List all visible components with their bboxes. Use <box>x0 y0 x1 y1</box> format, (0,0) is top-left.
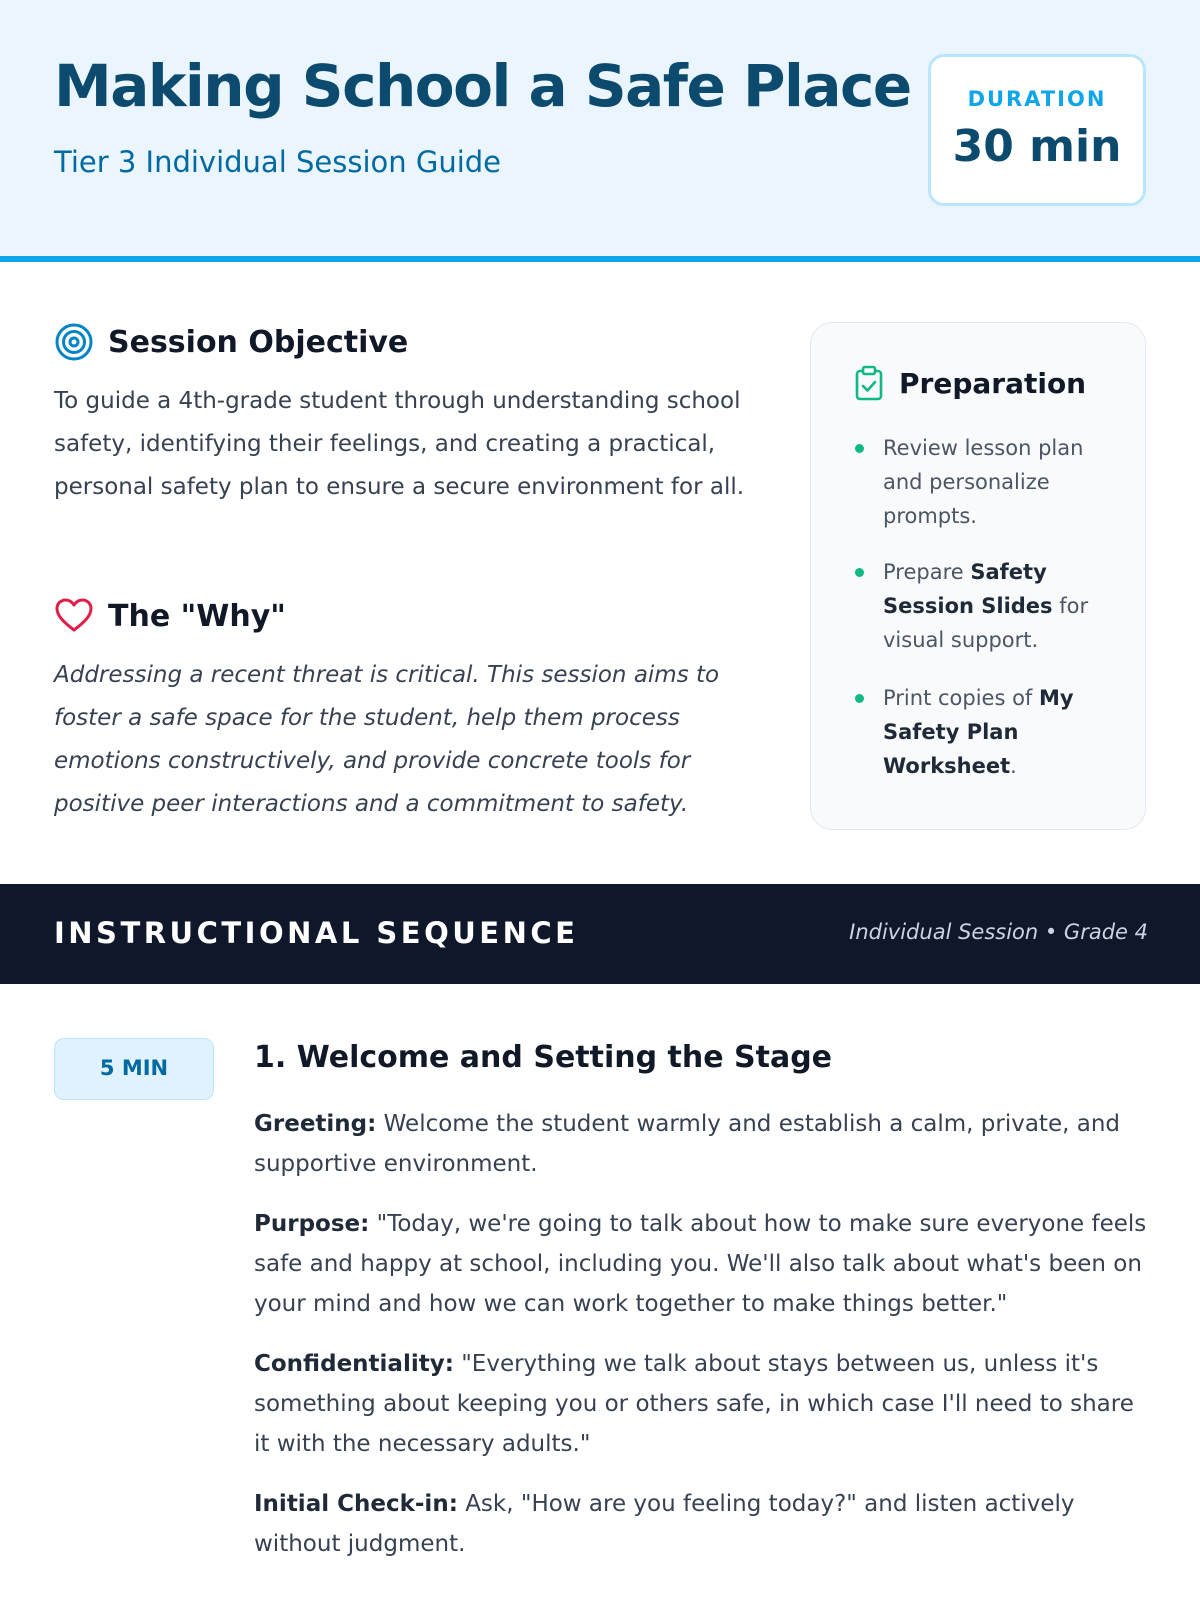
page-header <box>0 0 1200 262</box>
duration-label: DURATION <box>967 87 1107 111</box>
objective-heading: Session Objective <box>108 324 409 360</box>
prep-item-text: . <box>1010 754 1017 778</box>
objective-text: To guide a 4th-grade student through understanding school safety, identifying their feelings, and creating a practical, personal safety plan to ensure a secure environment for all. <box>54 388 745 500</box>
sequence-title: INSTRUCTIONAL SEQUENCE <box>54 916 579 950</box>
prep-item-1 <box>883 431 1113 533</box>
clipboard-check-icon <box>853 365 885 401</box>
step-paragraph-checkin <box>254 1484 1154 1564</box>
step-paragraph-text: "Today, we're going to talk about how to make sure everyone feels safe and happy at school, including you. We'll also talk about what's been on your mind and how we can work together to make things better." <box>254 1211 1147 1317</box>
duration-card <box>928 54 1146 206</box>
objective-heading-row <box>54 322 408 362</box>
target-icon <box>54 322 94 362</box>
why-text: Addressing a recent threat is critical. This session aims to foster a safe space for the student, help them process emotions constructively, and provide concrete tools for positive peer interactions and a commitment to safety. <box>54 662 720 817</box>
step-paragraph-label: Greeting: <box>254 1111 377 1137</box>
preparation-card <box>810 322 1146 830</box>
step-paragraph-purpose <box>254 1204 1154 1324</box>
bullet-dot <box>855 568 864 577</box>
step-paragraph-label: Purpose: <box>254 1211 370 1237</box>
page-title: Making School a Safe Place <box>54 52 911 120</box>
step-time-badge: 5 MIN <box>54 1038 214 1100</box>
sequence-meta: Individual Session • Grade 4 <box>849 920 1148 944</box>
why-heading-row <box>54 596 286 636</box>
step-paragraph-text: Welcome the student warmly and establish a calm, private, and supportive environment. <box>254 1111 1120 1177</box>
step-paragraph-text: Ask, "How are you feeling today?" and listen actively without judgment. <box>254 1491 1075 1557</box>
heart-icon <box>54 596 94 636</box>
page-subtitle: Tier 3 Individual Session Guide <box>54 145 502 179</box>
step-paragraph-text: "Everything we talk about stays between us, unless it's something about keeping you or others safe, in which case I'll need to share it with the necessary adults." <box>254 1351 1134 1457</box>
bullet-dot <box>855 694 864 703</box>
step-paragraph-greeting <box>254 1104 1154 1184</box>
prep-item-2 <box>883 555 1113 657</box>
step-title: 1. Welcome and Setting the Stage <box>254 1040 833 1075</box>
sequence-banner <box>0 884 1200 984</box>
prep-item-3 <box>883 681 1113 783</box>
prep-item-text: Review lesson plan and personalize prompts. <box>883 436 1084 528</box>
why-heading: The "Why" <box>108 598 286 634</box>
prep-item-bold: My Safety Plan Worksheet <box>883 686 1074 778</box>
prep-item-text: Print copies of <box>883 686 1039 710</box>
preparation-heading-row <box>853 365 1086 401</box>
step-paragraph-label: Confidentiality: <box>254 1351 454 1377</box>
prep-item-text: Prepare <box>883 560 971 584</box>
duration-value: 30 min <box>952 121 1122 172</box>
bullet-dot <box>855 444 864 453</box>
step-paragraph-label: Initial Check-in: <box>254 1491 458 1517</box>
prep-item-bold: Safety Session Slides <box>883 560 1053 618</box>
step-paragraph-confidentiality <box>254 1344 1154 1464</box>
prep-item-text: for visual support. <box>883 594 1089 652</box>
preparation-heading: Preparation <box>899 366 1087 400</box>
